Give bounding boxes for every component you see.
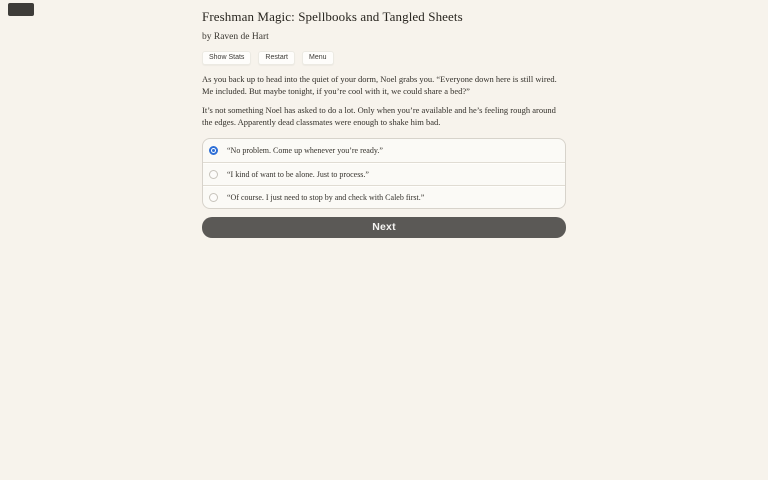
choice-option-2[interactable] <box>203 162 565 185</box>
story-paragraph: As you back up to head into the quiet of your dorm, Noel grabs you. “Everyone down here is still wired. Me included. But maybe tonight, if you’re cool with it, we could share a bed?” <box>202 74 557 96</box>
story-paragraph: It’s not something Noel has asked to do a lot. Only when you’re available and he’s feeling rough around the edges. Apparently dead classmates were enough to shake him bad. <box>202 105 556 127</box>
story-text <box>202 73 566 128</box>
restart-button[interactable]: Restart <box>258 51 295 65</box>
choice-option-label: “Of course. I just need to stop by and check with Caleb first.” <box>227 192 425 202</box>
choice-option-1[interactable] <box>203 139 565 162</box>
radio-selected-icon[interactable] <box>209 146 218 155</box>
show-stats-button[interactable]: Show Stats <box>202 51 251 65</box>
next-button[interactable]: Next <box>202 217 566 238</box>
choice-list <box>202 138 566 209</box>
top-left-dark-box <box>8 3 34 16</box>
radio-unselected-icon[interactable] <box>209 170 218 179</box>
radio-unselected-icon[interactable] <box>209 193 218 202</box>
author-byline: by Raven de Hart <box>202 32 269 42</box>
choice-option-label: “I kind of want to be alone. Just to process.” <box>227 169 369 179</box>
toolbar <box>202 51 566 65</box>
game-column <box>202 0 566 238</box>
game-title: Freshman Magic: Spellbooks and Tangled Sheets <box>202 9 463 24</box>
choice-option-label: “No problem. Come up whenever you’re ready.” <box>227 146 383 155</box>
menu-button[interactable]: Menu <box>302 51 334 65</box>
choice-option-3[interactable] <box>203 185 565 208</box>
